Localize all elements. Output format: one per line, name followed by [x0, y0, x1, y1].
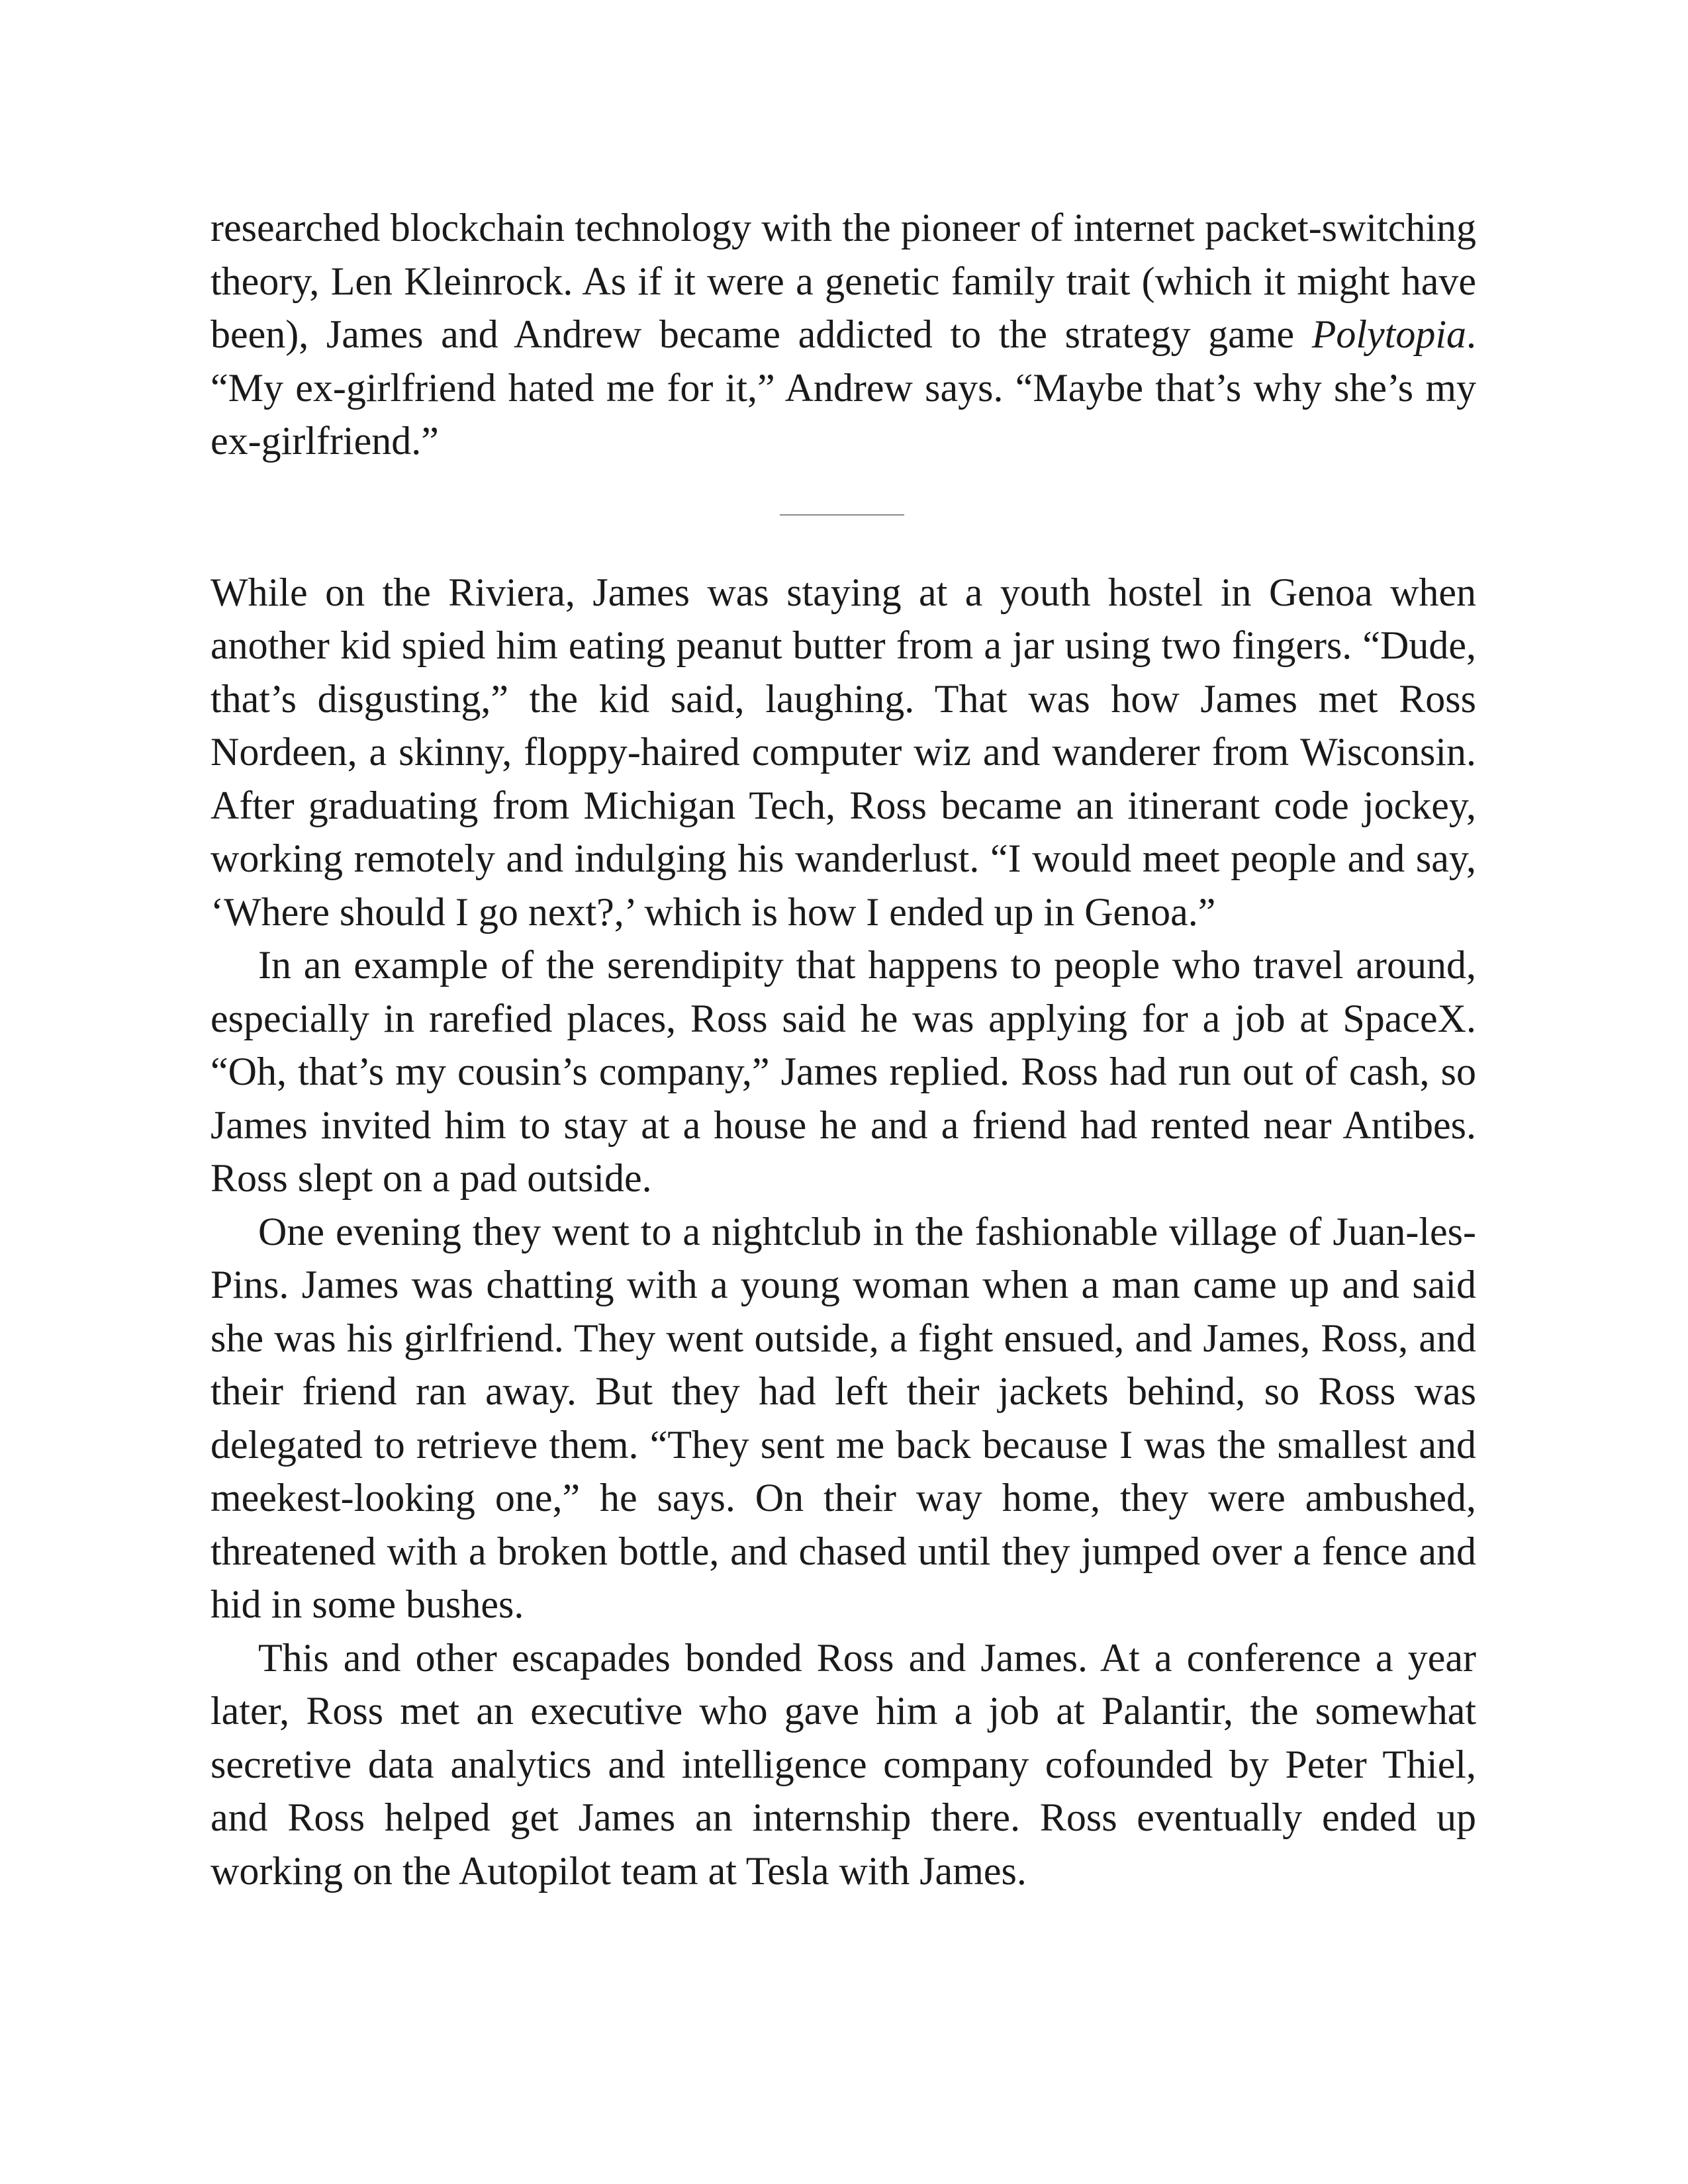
paragraph-text: . “My ex-girlfriend hated me for it,” Andrew says. “Maybe that’s why she’s my ex-girlfriend.”: [211, 312, 1476, 463]
paragraph: This and other escapades bonded Ross and James. At a conference a year later, Ross met an executive who gave him a job at Palantir, the somewhat secretive data analytics and intelligence company cofounded by Peter Thiel, and Ross helped get James an internship there. Ross eventually ended up working on the Autopilot team at Tesla with James.: [211, 1635, 1476, 1893]
paragraph: One evening they went to a nightclub in the fashionable village of Juan-les-Pins. James was chatting with a young woman when a man came up and said she was his girlfriend. They went outside, a fight ensued, and James, Ross, and their friend ran away. But they had left their jackets behind, so Ross was delegated to retrieve them. “They sent me back because I was the smallest and meekest-looking one,” he says. On their way home, they were ambushed, threatened with a broken bottle, and chased until they jumped over a fence and hid in some bushes.: [211, 1209, 1476, 1626]
page-body: [211, 201, 1476, 1897]
section-divider: [780, 514, 904, 516]
paragraph: In an example of the serendipity that happens to people who travel around, especially in rarefied places, Ross said he was applying for a job at SpaceX. “Oh, that’s my cousin’s company,” James replied. Ross had run out of cash, so James invited him to stay at a house he and a friend had rented near Antibes. Ross slept on a pad outside.: [211, 943, 1476, 1200]
game-title: Polytopia: [1311, 312, 1466, 356]
paragraph: While on the Riviera, James was staying at a youth hostel in Genoa when another kid spied him eating peanut butter from a jar using two fingers. “Dude, that’s disgusting,” the kid said, laughing. That was how James met Ross Nordeen, a skinny, floppy-haired computer wiz and wanderer from Wisconsin. After graduating from Michigan Tech, Ross became an itinerant code jockey, working remotely and indulging his wanderlust. “I would meet people and say, ‘Where should I go next?,’ which is how I ended up in Genoa.”: [211, 570, 1476, 934]
paragraph-text: researched blockchain technology with the pioneer of internet packet-switching theory, Len Kleinrock. As if it were a genetic family trait (which it might have been), James and Andrew became addicted to the strategy game: [211, 206, 1476, 356]
paragraph-continuation: [211, 201, 1476, 468]
